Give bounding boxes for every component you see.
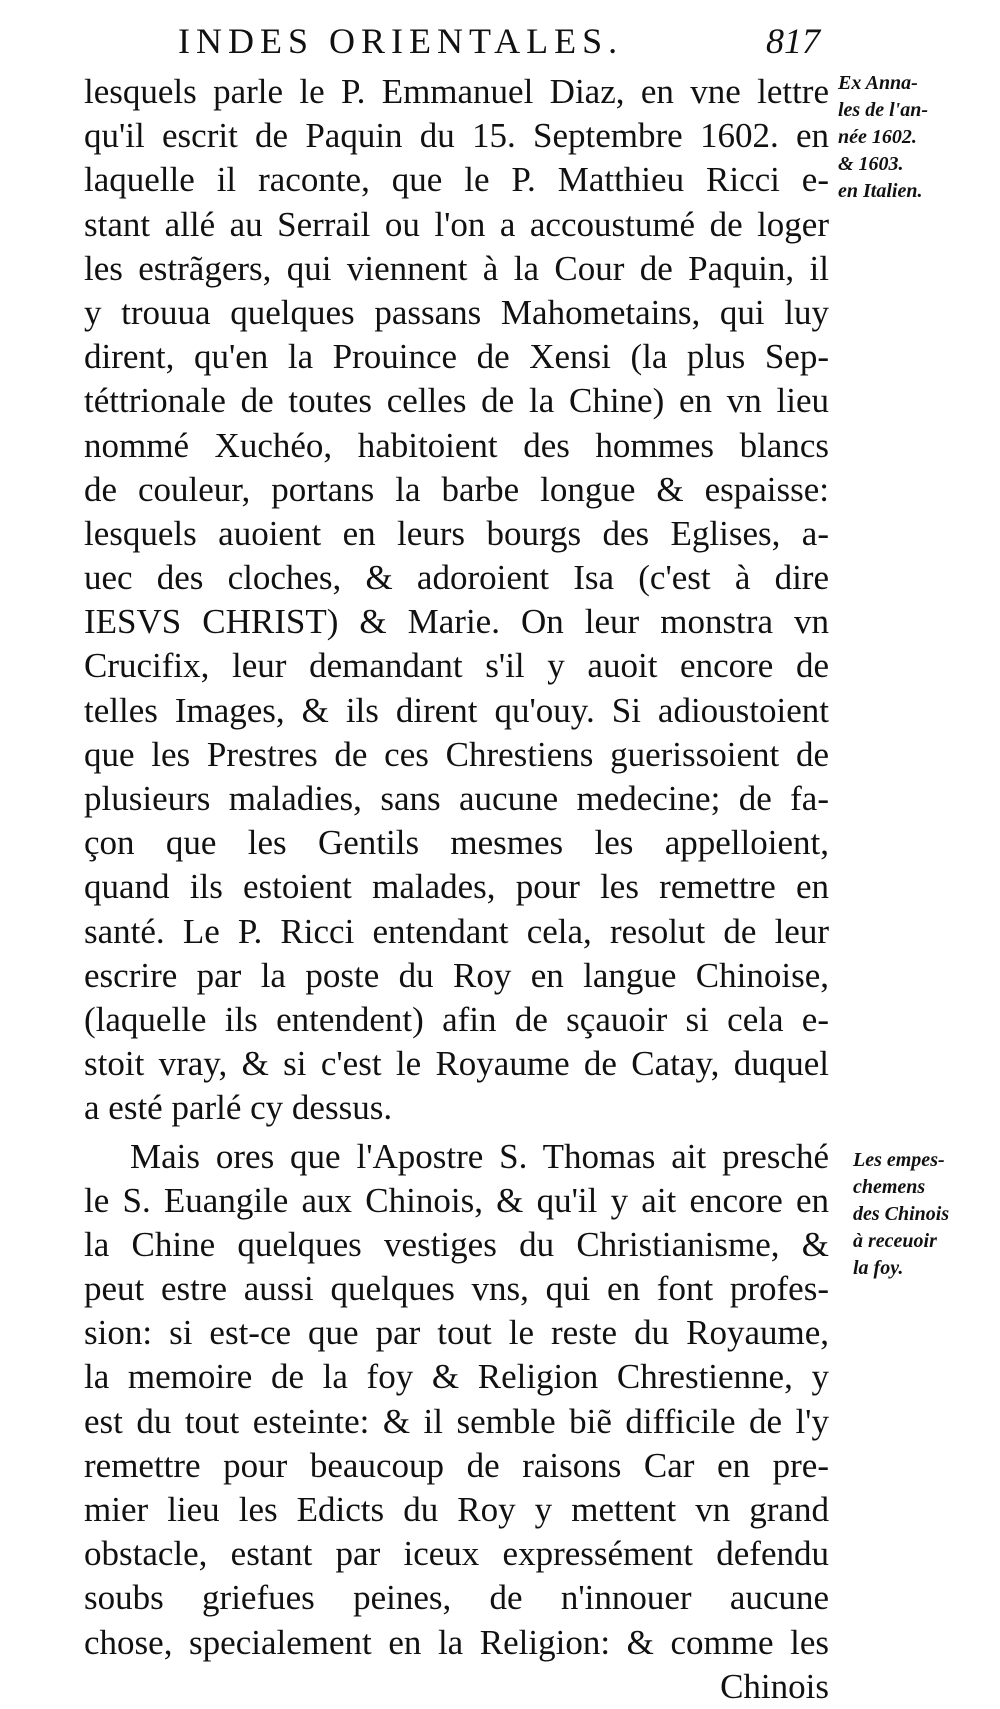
text-line: IESVS CHRIST) & Marie. On leur monstra vn: [84, 602, 829, 642]
paragraph-start-line: Mais ores que l'Apostre S. Thomas ait presché: [130, 1136, 829, 1176]
text-line: Crucifix, leur demandant s'il y auoit encore de: [84, 646, 829, 686]
margin-note-line: les de l'an-: [838, 99, 928, 121]
text-line: sion: si est-ce que par tout le reste du Royaume,: [84, 1313, 829, 1353]
margin-note-line: à receuoir: [853, 1230, 937, 1252]
text-line: escrire par la poste du Roy en langue Chinoise,: [84, 955, 829, 995]
text-line: çon que les Gentils mesmes les appelloient,: [84, 823, 829, 863]
text-line: de couleur, portans la barbe longue & espaisse:: [84, 469, 829, 509]
text-line: lesquels auoient en leurs bourgs des Eglises, a-: [84, 513, 829, 553]
text-line: mier lieu les Edicts du Roy y mettent vn grand: [84, 1490, 829, 1529]
text-line: lesquels parle le P. Emmanuel Diaz, en vne lettre: [84, 72, 829, 111]
paragraph-end-line: a esté parlé cy dessus.: [84, 1088, 393, 1128]
text-line: y trouua quelques passans Mahometains, qui luy: [84, 292, 829, 332]
margin-note-line: & 1603.: [838, 153, 904, 175]
text-line: laquelle il raconte, que le P. Matthieu Ricci e-: [84, 160, 829, 200]
running-head: [150, 20, 840, 64]
text-line: chose, specialement en la Religion: & comme les: [84, 1622, 829, 1662]
text-line: obstacle, estant par iceux expressément defendu: [84, 1534, 829, 1574]
text-line: le S. Euangile aux Chinois, & qu'il y ait encore en: [84, 1180, 829, 1220]
text-line: qu'il escrit de Paquin du 15. Septembre 1602. en: [84, 116, 829, 156]
catchword: Chinois: [720, 1666, 829, 1706]
text-line: les estrãgers, qui viennent à la Cour de Paquin, il: [84, 248, 829, 288]
text-line: quand ils estoient malades, pour les remettre en: [84, 867, 829, 907]
text-line: stant allé au Serrail ou l'on a accoustumé de loger: [84, 204, 829, 244]
text-line: remettre pour beaucoup de raisons Car en pre-: [84, 1445, 829, 1485]
margin-note-line: Ex Anna-: [838, 72, 918, 94]
text-line: la Chine quelques vestiges du Christianisme, &: [84, 1224, 829, 1264]
text-line: nommé Xuchéo, habitoient des hommes blancs: [84, 425, 829, 465]
text-line: peut estre aussi quelques vns, qui en font profes-: [84, 1269, 829, 1309]
margin-note-source: [838, 70, 998, 205]
margin-note-line: née 1602.: [838, 126, 917, 148]
text-line: plusieurs maladies, sans aucune medecine; de fa-: [84, 779, 829, 818]
margin-note-line: en Italien.: [838, 180, 923, 202]
text-line: que les Prestres de ces Chrestiens guerissoient de: [84, 734, 829, 774]
margin-note-line: Les empes-: [853, 1149, 945, 1171]
running-title: INDES ORIENTALES.: [178, 21, 624, 61]
text-line: est du tout esteinte: & il semble biẽ difficile de l'y: [84, 1401, 829, 1441]
margin-note-topic: [853, 1147, 998, 1282]
text-line: santé. Le P. Ricci entendant cela, resolut de leur: [84, 911, 829, 951]
text-line: (laquelle ils entendent) afin de sçauoir si cela e-: [84, 999, 829, 1039]
margin-note-line: des Chinois: [853, 1203, 950, 1225]
text-line: stoit vray, & si c'est le Royaume de Catay, duquel: [84, 1044, 829, 1084]
text-line: la memoire de la foy & Religion Chrestienne, y: [84, 1357, 829, 1397]
margin-note-line: chemens: [853, 1176, 926, 1198]
text-line: telles Images, & ils dirent qu'ouy. Si adioustoient: [84, 690, 829, 730]
page-number: 817: [766, 21, 820, 61]
text-line: téttrionale de toutes celles de la Chine) en vn lieu: [84, 381, 829, 421]
main-text-column: [84, 70, 829, 1709]
text-line: dirent, qu'en la Prouince de Xensi (la plus Sep-: [84, 337, 829, 377]
text-line: soubs griefues peines, de n'innouer aucune: [84, 1578, 829, 1618]
text-line: uec des cloches, & adoroient Isa (c'est à dire: [84, 558, 829, 598]
margin-note-line: la foy.: [853, 1257, 904, 1279]
